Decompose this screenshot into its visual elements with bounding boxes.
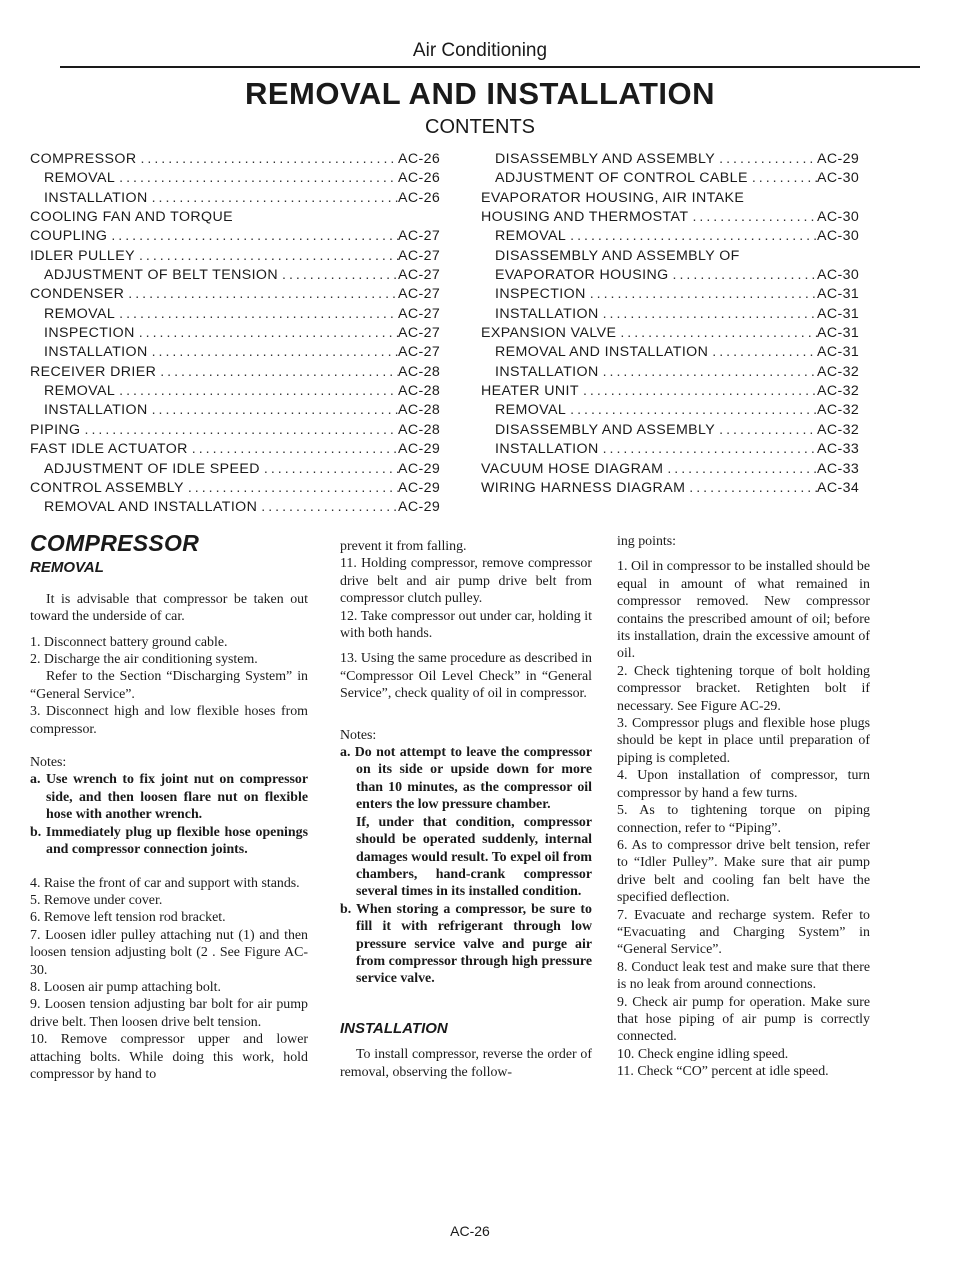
- toc-right-column: [481, 150, 867, 498]
- toc-entry: [481, 324, 867, 343]
- step-item: 9. Check air pump for operation. Make sure that hose piping of air pump is correctly connected.: [617, 994, 870, 1045]
- toc-leader-dots: [586, 285, 817, 304]
- compressor-heading: COMPRESSOR: [30, 530, 200, 556]
- toc-entry: [30, 150, 448, 169]
- note-continuation: If, under that condition, compressor should be operated suddenly, internal damages would result. To expel oil from chambers, hand-crank compressor several times in its installed condition.: [356, 814, 592, 900]
- toc-entry: [481, 208, 867, 227]
- toc-entry-title: IDLER PULLEY: [30, 247, 135, 264]
- toc-entry-title: COOLING FAN AND TORQUE: [30, 209, 233, 226]
- toc-leader-dots: [669, 266, 817, 285]
- toc-entry-title: CONDENSER: [30, 286, 125, 303]
- toc-leader-dots: [188, 440, 398, 459]
- toc-entry: [30, 247, 448, 266]
- step-item: 9. Loosen tension adjusting bar bolt for air pump drive belt. Then loosen drive belt tension.: [30, 997, 308, 1030]
- step-item: 7. Loosen idler pulley attaching nut (1) and then loosen tension adjusting bolt (2 . See Figure AC-30.: [30, 927, 308, 978]
- toc-entry-page: AC-32: [817, 402, 860, 419]
- toc-entry-page: AC-32: [817, 363, 860, 380]
- toc-leader-dots: [184, 479, 398, 498]
- toc-entry-page: AC-29: [817, 151, 860, 167]
- step-item: 6. Remove left tension rod bracket.: [30, 910, 226, 926]
- toc-leader-dots: [148, 343, 398, 362]
- toc-leader-dots: [115, 169, 398, 188]
- paragraph: prevent it from falling.: [340, 539, 467, 554]
- toc-leader-dots: [715, 150, 817, 169]
- toc-entry-page: AC-31: [817, 305, 860, 322]
- step-item: 12. Take compressor out under car, holding it with both hands.: [340, 608, 592, 642]
- toc-entry-page: AC-33: [817, 441, 860, 458]
- toc-entry: [481, 343, 867, 362]
- toc-entry-page: AC-30: [817, 209, 860, 226]
- toc-entry: [481, 440, 867, 459]
- toc-entry-page: AC-27: [398, 286, 441, 303]
- toc-entry-title: INSPECTION: [495, 286, 586, 303]
- toc-entry-title: REMOVAL AND INSTALLATION: [44, 499, 258, 516]
- toc-leader-dots: [663, 460, 817, 479]
- toc-entry-title: INSTALLATION: [495, 305, 599, 322]
- toc-entry-title: CONTROL ASSEMBLY: [30, 479, 184, 496]
- toc-entry: [30, 189, 448, 208]
- step-item: 11. Check “CO” percent at idle speed.: [617, 1064, 829, 1080]
- toc-entry: [30, 382, 448, 401]
- paragraph: Refer to the Section “Discharging System” in “General Service”.: [30, 669, 308, 702]
- toc-entry-page: AC-26: [398, 170, 441, 187]
- toc-entry: [30, 169, 448, 188]
- toc-entry-title: DISASSEMBLY AND ASSEMBLY OF: [495, 247, 740, 264]
- toc-entry: [481, 227, 867, 246]
- toc-entry-page: AC-27: [398, 267, 441, 284]
- toc-leader-dots: [148, 189, 398, 208]
- toc-entry: [481, 479, 867, 498]
- step-item: 4. Upon installation of compressor, turn compressor by hand a few turns.: [617, 768, 870, 801]
- page-title: REMOVAL AND INSTALLATION: [244, 76, 716, 111]
- paragraph: It is advisable that compressor be taken out toward the underside of car.: [30, 591, 308, 625]
- toc-entry-page: AC-26: [398, 151, 441, 167]
- toc-entry-page: AC-31: [817, 325, 860, 342]
- toc-entry: [30, 227, 448, 246]
- toc-leader-dots: [260, 460, 398, 479]
- toc-entry-page: AC-31: [817, 286, 860, 303]
- toc-leader-dots: [115, 382, 398, 401]
- toc-entry-page: AC-27: [398, 325, 441, 342]
- toc-entry-title: COMPRESSOR: [30, 151, 137, 167]
- step-item: 11. Holding compressor, remove compressor drive belt and air pump drive belt from compressor clutch pulley.: [340, 556, 592, 607]
- note-item: a. Do not attempt to leave the compressor on its side or upside down for more than 10 minutes, as the compressor oil enters the low pressure chamber.: [340, 745, 592, 813]
- toc-entry-page: AC-30: [817, 267, 860, 284]
- toc-entry: [30, 285, 448, 304]
- removal-subheading: REMOVAL: [30, 559, 104, 577]
- toc-entry-page: AC-27: [398, 228, 441, 245]
- body-column-3: [617, 533, 870, 1081]
- toc-entry-title: ADJUSTMENT OF CONTROL CABLE: [495, 170, 748, 187]
- step-item: 13. Using the same procedure as described in “Compressor Oil Level Check” in “General Service”, check quality of oil in compressor.: [340, 651, 592, 702]
- toc-entry-title: INSTALLATION: [495, 441, 599, 458]
- toc-leader-dots: [599, 363, 817, 382]
- toc-entry-title: REMOVAL AND INSTALLATION: [495, 344, 709, 361]
- toc-entry-title: ADJUSTMENT OF BELT TENSION: [44, 267, 279, 284]
- toc-entry-page: AC-33: [817, 460, 860, 477]
- toc-entry-title: INSPECTION: [44, 325, 135, 342]
- toc-entry: [30, 208, 448, 227]
- toc-leader-dots: [748, 169, 817, 188]
- toc-leader-dots: [135, 324, 398, 343]
- step-item: 2. Discharge the air conditioning system.: [30, 652, 258, 668]
- toc-entry-title: EXPANSION VALVE: [481, 325, 617, 342]
- toc-entry-title: PIPING: [30, 421, 81, 438]
- body-column-2: [340, 538, 592, 1081]
- toc-entry-page: AC-30: [817, 228, 860, 245]
- toc-entry: [30, 305, 448, 324]
- toc-entry: [30, 343, 448, 362]
- toc-leader-dots: [566, 401, 817, 420]
- note-item: b. When storing a compressor, be sure to fill it with refrigerant through low pressure service valve and purge air from compressor through high pressure service valve.: [340, 901, 592, 987]
- step-item: 5. As to tightening torque on piping connection, refer to “Piping”.: [617, 803, 870, 836]
- toc-entry: [481, 460, 867, 479]
- toc-entry: [481, 169, 867, 188]
- toc-entry-title: REMOVAL: [44, 383, 116, 400]
- toc-leader-dots: [566, 227, 817, 246]
- toc-leader-dots: [257, 498, 398, 517]
- toc-entry-page: AC-32: [817, 421, 860, 438]
- step-item: 10. Remove compressor upper and lower attaching bolts. While doing this work, hold compressor by hand to: [30, 1032, 308, 1082]
- toc-entry-page: AC-29: [398, 499, 441, 516]
- toc-leader-dots: [708, 343, 817, 362]
- toc-entry-page: AC-29: [398, 441, 441, 458]
- toc-entry: [481, 247, 867, 266]
- body-column-1: [30, 530, 308, 1083]
- toc-entry-title: FAST IDLE ACTUATOR: [30, 441, 188, 458]
- step-item: 3. Disconnect high and low flexible hoses from compressor.: [30, 704, 308, 737]
- step-item: 2. Check tightening torque of bolt holding compressor bracket. Retighten bolt if necessary. See Figure AC-29.: [617, 663, 870, 714]
- toc-entry-title: EVAPORATOR HOUSING: [495, 267, 669, 284]
- step-item: 4. Raise the front of car and support with stands.: [30, 875, 300, 891]
- toc-entry-title: DISASSEMBLY AND ASSEMBLY: [495, 151, 716, 167]
- toc-entry-page: AC-31: [817, 344, 860, 361]
- step-item: 1. Disconnect battery ground cable.: [30, 634, 228, 650]
- toc-leader-dots: [685, 479, 817, 498]
- toc-entry-page: AC-27: [398, 247, 441, 264]
- toc-entry: [30, 498, 448, 517]
- toc-leader-dots: [599, 440, 817, 459]
- contents-heading: CONTENTS: [425, 116, 535, 138]
- toc-left-column: [30, 150, 448, 518]
- note-item: b. Immediately plug up flexible hose openings and compressor connection joints.: [30, 824, 308, 858]
- toc-entry-page: AC-32: [817, 383, 860, 400]
- toc-leader-dots: [107, 227, 398, 246]
- header-rule: [60, 66, 920, 68]
- toc-entry-title: INSTALLATION: [44, 402, 148, 419]
- toc-entry-title: DISASSEMBLY AND ASSEMBLY: [495, 421, 716, 438]
- step-item: 8. Conduct leak test and make sure that there is no leak from around connections.: [617, 959, 870, 993]
- toc-leader-dots: [616, 324, 817, 343]
- toc-entry: [481, 363, 867, 382]
- toc-entry: [30, 266, 448, 285]
- toc-leader-dots: [688, 208, 817, 227]
- toc-leader-dots: [115, 305, 398, 324]
- toc-entry-title: COUPLING: [30, 228, 108, 245]
- toc-leader-dots: [135, 247, 398, 266]
- toc-entry-page: AC-30: [817, 170, 860, 187]
- toc-entry: [481, 382, 867, 401]
- toc-leader-dots: [579, 382, 817, 401]
- toc-entry: [481, 401, 867, 420]
- toc-entry: [481, 150, 867, 169]
- step-item: 1. Oil in compressor to be installed should be equal in amount of what remained in compressor removed. New compressor contains the prescribed amount of oil; before its installation, drain the excessive amount of oil.: [617, 559, 870, 662]
- toc-entry-title: HOUSING AND THERMOSTAT: [481, 209, 689, 226]
- step-item: 6. As to compressor drive belt tension, refer to “Idler Pulley”. Make sure that air pump drive belt and cooling fan belt have the specified deflection.: [617, 837, 870, 906]
- toc-leader-dots: [715, 421, 817, 440]
- toc-leader-dots: [136, 150, 398, 169]
- toc-entry-page: AC-29: [398, 479, 441, 496]
- paragraph: To install compressor, reverse the order of removal, observing the follow-: [340, 1047, 592, 1080]
- page-number: AC-26: [450, 1223, 490, 1239]
- toc-entry: [30, 363, 448, 382]
- toc-entry-title: REMOVAL: [44, 170, 116, 187]
- section-title: Air Conditioning: [412, 40, 548, 61]
- toc-entry-title: EVAPORATOR HOUSING, AIR INTAKE: [481, 189, 745, 206]
- toc-entry-title: HEATER UNIT: [481, 383, 579, 400]
- toc-entry-page: AC-28: [398, 402, 441, 419]
- toc-entry-page: AC-27: [398, 344, 441, 361]
- paragraph: ing points:: [617, 534, 677, 549]
- toc-entry: [30, 460, 448, 479]
- note-item: a. Use wrench to fix joint nut on compressor side, and then loosen flare nut on flexible hose with another wrench.: [30, 772, 308, 823]
- toc-leader-dots: [148, 401, 398, 420]
- toc-entry-page: AC-28: [398, 383, 441, 400]
- toc-leader-dots: [81, 421, 399, 440]
- notes-label: Notes:: [340, 727, 377, 743]
- toc-entry-title: REMOVAL: [495, 228, 567, 245]
- toc-entry-page: AC-29: [398, 460, 441, 477]
- toc-entry-title: REMOVAL: [495, 402, 567, 419]
- step-item: 5. Remove under cover.: [30, 892, 163, 908]
- notes-label: Notes:: [30, 755, 67, 771]
- toc-entry-page: AC-27: [398, 305, 441, 322]
- toc-entry-title: INSTALLATION: [44, 344, 148, 361]
- toc-entry-title: WIRING HARNESS DIAGRAM: [481, 479, 686, 496]
- step-item: 10. Check engine idling speed.: [617, 1046, 789, 1062]
- step-item: 8. Loosen air pump attaching bolt.: [30, 979, 221, 995]
- toc-entry: [30, 440, 448, 459]
- toc-entry: [30, 421, 448, 440]
- toc-entry-page: AC-28: [398, 363, 441, 380]
- toc-entry-title: RECEIVER DRIER: [30, 363, 157, 380]
- toc-entry-page: AC-28: [398, 421, 441, 438]
- toc-leader-dots: [278, 266, 398, 285]
- toc-entry-title: INSTALLATION: [495, 363, 599, 380]
- toc-entry: [30, 401, 448, 420]
- toc-entry: [30, 479, 448, 498]
- toc-leader-dots: [156, 363, 398, 382]
- toc-leader-dots: [124, 285, 398, 304]
- toc-entry: [481, 189, 867, 208]
- toc-entry-title: VACUUM HOSE DIAGRAM: [481, 460, 664, 477]
- toc-entry: [481, 421, 867, 440]
- step-item: 7. Evacuate and recharge system. Refer to “Evacuating and Charging System” in “General Service”.: [617, 907, 870, 958]
- toc-entry-page: AC-26: [398, 189, 441, 206]
- toc-entry-page: AC-34: [817, 479, 860, 496]
- toc-entry-title: ADJUSTMENT OF IDLE SPEED: [44, 460, 260, 477]
- toc-entry: [481, 266, 867, 285]
- toc-leader-dots: [599, 305, 817, 324]
- toc-entry-title: INSTALLATION: [44, 189, 148, 206]
- toc-entry: [481, 305, 867, 324]
- toc-entry: [30, 324, 448, 343]
- installation-subheading: INSTALLATION: [340, 1019, 448, 1037]
- toc-entry: [481, 285, 867, 304]
- toc-entry-title: REMOVAL: [44, 305, 116, 322]
- step-item: 3. Compressor plugs and flexible hose plugs should be kept in place until preparation of piping is completed.: [617, 716, 870, 766]
